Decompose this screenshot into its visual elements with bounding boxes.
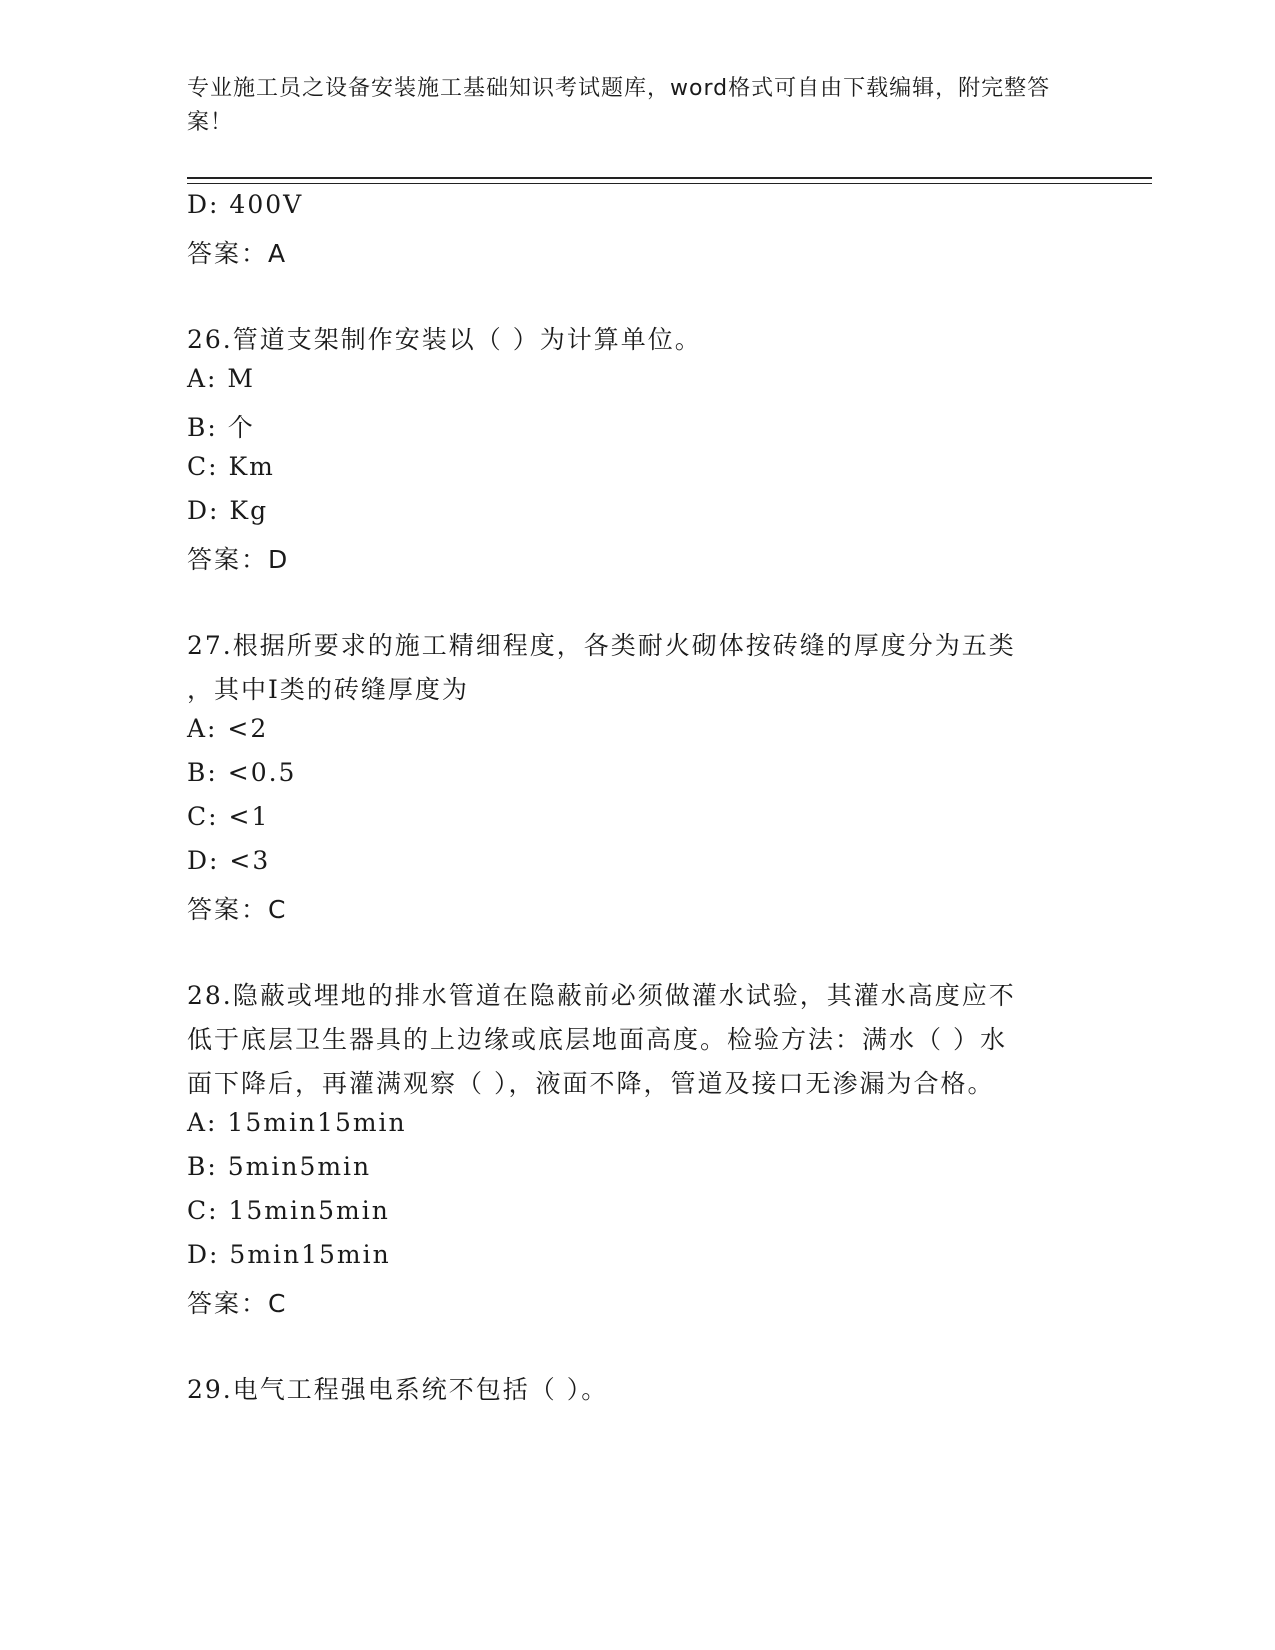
q27-question-line-1: 27.根据所要求的施工精细程度，各类耐火砌体按砖缝的厚度分为五类 [187,631,1016,660]
q26-question: 26.管道支架制作安装以（ ）为计算单位。 [187,325,702,354]
q28-option-d: D: 5min15min [187,1240,391,1269]
q26-option-c: C: Km [187,452,275,481]
q28-question-line-2: 低于底层卫生器具的上边缘或底层地面高度。检验方法：满水（ ）水 [187,1025,1007,1054]
q25-option-d: D: 400V [187,190,304,219]
q26-answer: 答案：D [187,545,290,574]
header-divider-thin [187,183,1152,184]
q28-answer: 答案：C [187,1289,288,1318]
q28-question-line-1: 28.隐蔽或埋地的排水管道在隐蔽前必须做灌水试验，其灌水高度应不 [187,981,1016,1010]
q28-question-line-3: 面下降后，再灌满观察（ ），液面不降，管道及接口无渗漏为合格。 [187,1069,995,1098]
q28-option-a: A: 15min15min [187,1108,407,1137]
header-divider-thick [187,177,1152,179]
q27-option-c: C: <1 [187,802,270,831]
q26-option-d: D: Kg [187,496,269,525]
q27-option-b: B: <0.5 [187,758,297,787]
q27-answer: 答案：C [187,895,288,924]
q26-option-b: B: 个 [187,413,255,442]
q25-answer: 答案：A [187,239,288,268]
q29-question: 29.电气工程强电系统不包括（ ）。 [187,1375,609,1404]
q28-option-c: C: 15min5min [187,1196,390,1225]
q27-option-d: D: <3 [187,846,271,875]
q27-option-a: A: <2 [187,714,269,743]
document-header: 专业施工员之设备安装施工基础知识考试题库，word格式可自由下载编辑，附完整答案！ [187,76,1051,135]
q28-option-b: B: 5min5min [187,1152,372,1181]
q26-option-a: A: M [187,364,256,393]
q27-question-line-2: ，其中Ⅰ类的砖缝厚度为 [187,675,469,704]
